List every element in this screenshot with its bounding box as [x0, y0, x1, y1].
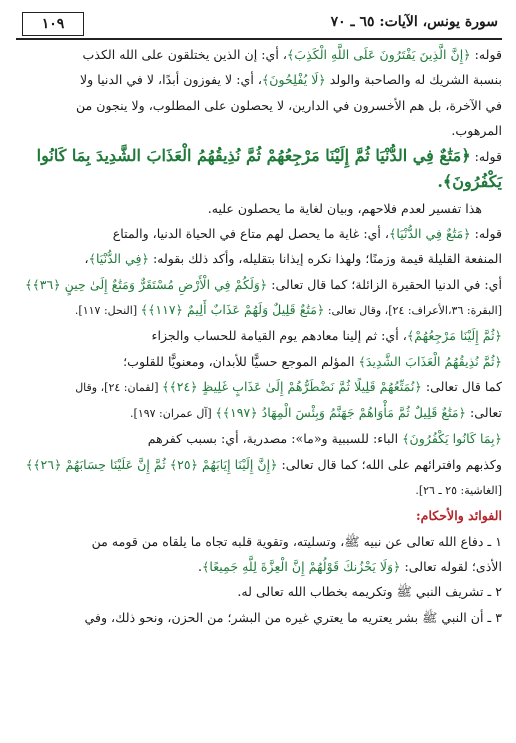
text-run: ، أي: إن الذين يختلقون على الله الكذب	[82, 47, 287, 62]
text-line	[16, 118, 502, 143]
text-line	[16, 374, 502, 400]
text-line	[16, 605, 502, 630]
quran-verse: ﴿لَا يُفْلِحُونَ﴾	[261, 72, 326, 88]
page-header	[16, 8, 502, 42]
text-run: ٣ ـ أن النبي ﷺ بشر يعتريه ما يعتري غيره من البشر؛ من الحزن، ونحو ذلك، وفي	[84, 609, 502, 625]
text-run: ،	[84, 251, 89, 267]
quran-verse: يَكْفُرُونَ﴾.	[437, 172, 502, 192]
page-number: ١٠٩	[22, 12, 84, 36]
book-page	[16, 8, 502, 736]
text-line	[16, 196, 502, 221]
text-line	[16, 529, 502, 554]
quran-verse: ﴿مَتَٰعٌ قَلِيلٌ ثُمَّ مَأْوَاهُمْ جَهَنَّمُ وَبِئْسَ الْمِهَادُ ﴿١٩٧﴾﴾	[215, 405, 466, 421]
section-heading: الفوائد والأحكام:	[416, 508, 502, 524]
text-run: المؤلم الموجع حسيًّا للأبدان، ومعنويًّا للقلوب؛	[123, 353, 359, 369]
text-run: [آل عمران: ١٩٧].	[130, 407, 216, 421]
text-line	[16, 323, 502, 348]
text-run: ، أي: غاية ما يحصل لهم متاع في الحياة الدنيا، والمتاع	[112, 226, 389, 242]
text-line	[16, 272, 502, 297]
text-line	[16, 554, 502, 579]
quran-verse: ﴿وَلَا يَحْزُنكَ قَوْلُهُمْ إِنَّ الْعِزَّةَ لِلَّهِ جَمِيعًا﴾	[201, 558, 401, 574]
text-run: [النحل: ١١٧].	[74, 303, 141, 317]
text-line	[16, 426, 502, 451]
quran-verse: ﴿ثُمَّ نُذِيقُهُمُ الْعَذَابَ الشَّدِيدَ﴾	[358, 353, 502, 369]
text-line	[16, 503, 502, 528]
text-run: قوله:	[470, 226, 502, 242]
quran-verse: ﴿إِنَّ إِلَيْنَا إِيَابَهُمْ ﴿٢٥﴾ ثُمَّ إِنَّ عَلَيْنَا حِسَابَهُمْ ﴿٢٦﴾﴾	[25, 456, 278, 472]
text-line	[16, 169, 502, 195]
quran-verse: ﴿بِمَا كَانُوا يَكْفُرُونَ﴾	[402, 431, 502, 447]
text-line	[16, 297, 502, 323]
text-line	[16, 221, 502, 246]
text-run: [البقرة: ٣٦،الأعراف: ٢٤]، وقال تعالى:	[324, 303, 502, 317]
text-run: أي: في الدنيا الحقيرة الزائلة؛ كما قال تعالى:	[267, 276, 502, 292]
page-body	[16, 42, 502, 630]
quran-verse: ﴿إِنَّ الَّذِينَ يَفْتَرُونَ عَلَى اللَّهِ الْكَذِبَ﴾	[286, 47, 471, 62]
quran-verse: ﴿نُمَتِّعُهُمْ قَلِيلًا ثُمَّ نَضْطَرُّهُمْ إِلَىٰ عَذَابٍ غَلِيظٍ ﴿٢٤﴾﴾	[161, 378, 422, 394]
quran-verse: ﴿وَلَكُمْ فِي الْأَرْضِ مُسْتَقَرٌّ وَمَتَٰعٌ إِلَىٰ حِينٍ ﴿٣٦﴾﴾	[24, 276, 268, 292]
surah-title: سورة يونس، الآيات: ٦٥ ـ ٧٠	[330, 14, 498, 30]
text-run: قوله:	[470, 149, 502, 165]
text-run: ، أي: لا يفوزون أبدًا، لا في الدنيا ولا	[79, 72, 262, 88]
text-run: الباء: للسببية و«ما»: مصدرية، أي: بسبب كفرهم	[147, 431, 403, 447]
text-run: في الآخرة، بل هم الأخسرون في الدارين، لا يحصلون على المطلوب، ولا ينجون من	[75, 97, 502, 113]
text-line	[16, 477, 502, 503]
text-run: المنفعة القليلة قيمة وزمنًا؛ ولهذا نكره إيذانا بتقليله، وأكد ذلك بقوله:	[148, 251, 502, 267]
text-run: .	[197, 558, 202, 574]
text-run: كما قال تعالى:	[421, 378, 502, 394]
quran-verse: ﴿مَتَٰعٌ قَلِيلٌ وَلَهُمْ عَذَابٌ أَلِيمٌ ﴿١١٧﴾﴾	[140, 301, 325, 317]
text-run: الأذى؛ لقوله تعالى:	[400, 558, 502, 574]
text-line	[16, 246, 502, 271]
text-run: ٢ ـ تشريف النبي ﷺ وتكريمه بخطاب الله تعالى له.	[237, 584, 502, 600]
text-run: هذا تفسير لعدم فلاحهم، وبيان لغاية ما يحصلون عليه.	[207, 200, 482, 216]
text-line	[16, 400, 502, 426]
header-rule	[16, 38, 502, 40]
text-run: ١ ـ دفاع الله تعالى عن نبيه ﷺ، وتسليته، وتقوية قلبه تجاه ما يلقاه من قومه من	[91, 533, 502, 549]
text-run: المرهوب.	[451, 122, 502, 138]
quran-verse: ﴿مَتَٰعٌ فِي الدُّنْيَا ثُمَّ إِلَيْنَا مَرْجِعُهُمْ ثُمَّ نُذِيقُهُمُ الْعَذَابَ الشَّدِيدَ بِمَا كَانُوا	[36, 146, 471, 166]
text-line	[16, 579, 502, 604]
quran-verse: ﴿ثُمَّ إِلَيْنَا مَرْجِعُهُمْ﴾	[406, 328, 502, 344]
text-line	[16, 67, 502, 92]
quran-verse: ﴿مَتَٰعٌ فِي الدُّنْيَا﴾	[389, 226, 471, 242]
quran-verse: ﴿فِي الدُّنْيَا﴾	[88, 251, 149, 267]
text-run: وكذبهم وافترائهم على الله؛ كما قال تعالى:	[277, 456, 502, 472]
text-run: بنسبة الشريك له والصاحبة والولد	[325, 72, 502, 88]
text-line	[16, 93, 502, 118]
text-run: ، أي: ثم إلينا معادهم يوم القيامة للحساب والجزاء	[151, 328, 407, 344]
text-line	[16, 452, 502, 477]
text-line	[16, 42, 502, 67]
text-run: تعالى:	[466, 405, 502, 421]
text-run: قوله:	[470, 47, 502, 62]
text-line	[16, 143, 502, 169]
text-run: [لقمان: ٢٤]، وقال	[75, 380, 162, 394]
text-run: [الغاشية: ٢٥ ـ ٢٦].	[415, 484, 502, 498]
text-line	[16, 349, 502, 374]
